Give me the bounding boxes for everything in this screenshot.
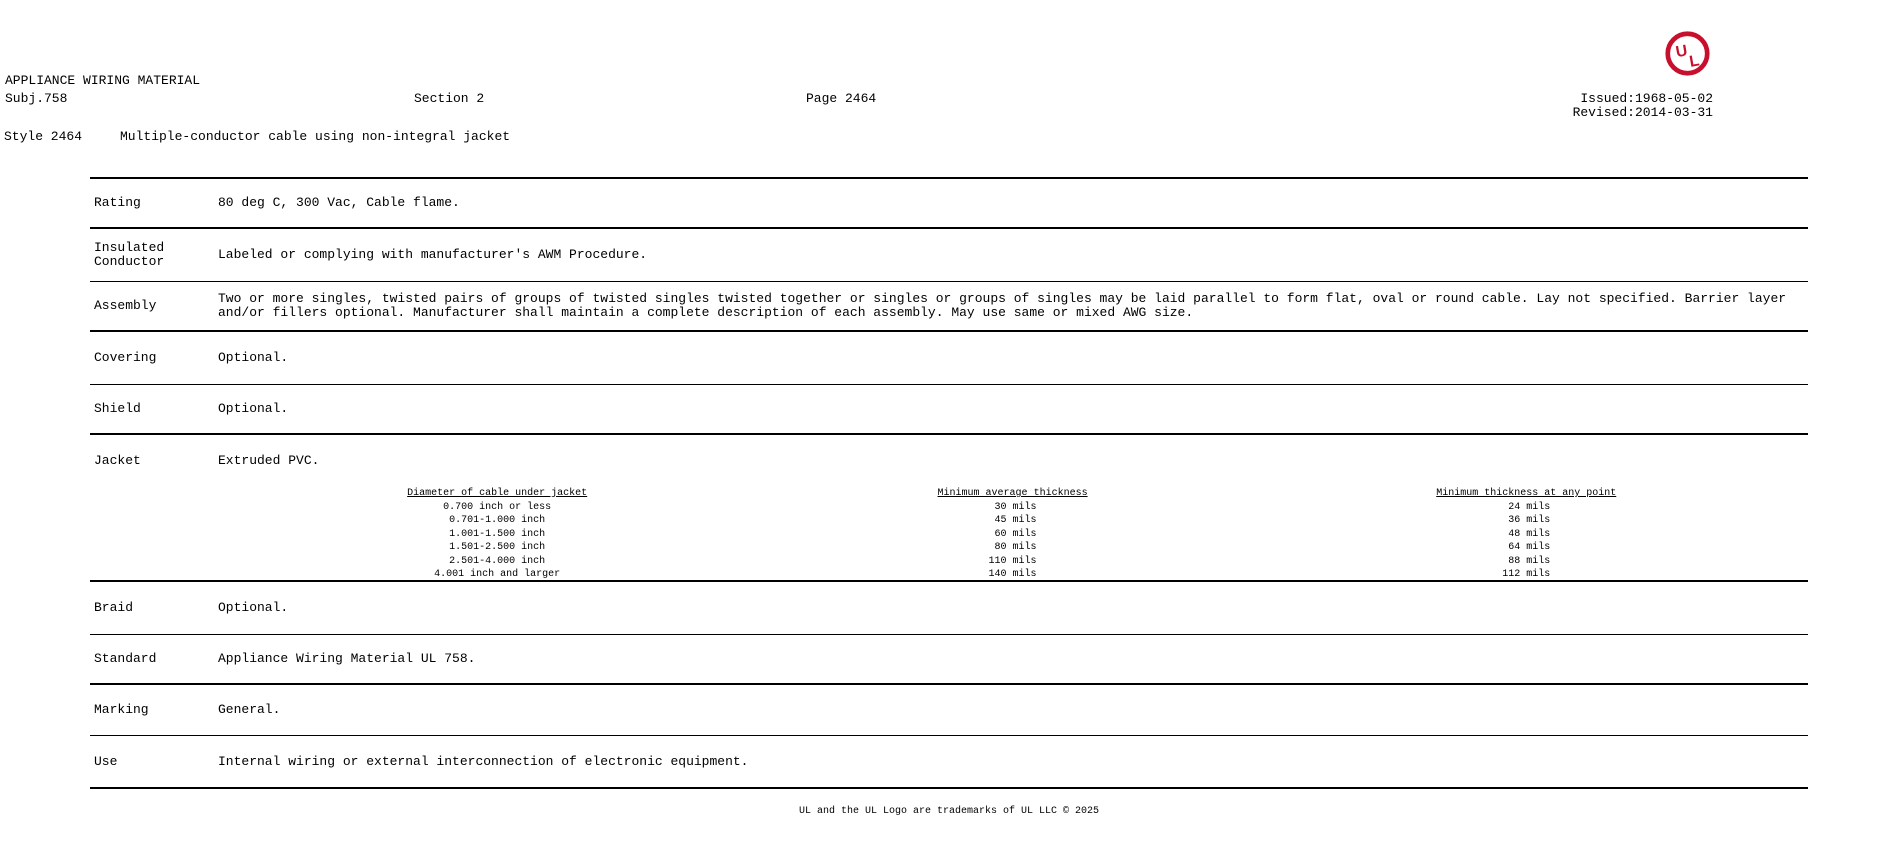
spec-row-rating	[90, 179, 1808, 229]
row-value: Appliance Wiring Material UL 758.	[218, 651, 476, 666]
row-label: Jacket	[94, 453, 141, 468]
style-number: Style 2464	[4, 129, 83, 144]
ul-logo-icon	[1664, 30, 1711, 77]
table-cell: 30 mils	[994, 501, 1037, 513]
table-cell: 2.501-4.000 inch	[449, 555, 546, 567]
ul-logo	[1664, 30, 1711, 77]
table-cell: 24 mils	[1508, 501, 1551, 513]
spec-row-braid	[90, 582, 1808, 635]
row-value: Internal wiring or external interconnection of electronic equipment.	[218, 753, 749, 769]
page-number: Page 2464	[806, 91, 877, 106]
row-label: Assembly	[94, 298, 157, 313]
footer-trademark: UL and the UL Logo are trademarks of UL LLC © 2025	[798, 806, 1100, 817]
row-label: Insulated Conductor	[94, 240, 165, 269]
ul-logo-letter-l: L	[1688, 52, 1701, 71]
table-cell: 112 mils	[1502, 569, 1551, 580]
spec-row-assembly	[90, 282, 1808, 332]
row-label: Standard	[94, 651, 157, 666]
row-label: Marking	[94, 702, 149, 717]
table-cell: 110 mils	[988, 555, 1037, 567]
row-label: Use	[94, 753, 118, 769]
column-values	[1502, 501, 1550, 582]
column-header: Diameter of cable under jacket	[407, 488, 588, 499]
table-cell: 140 mils	[988, 569, 1037, 580]
spec-row-insulated-conductor	[90, 229, 1808, 282]
table-cell: 0.701-1.000 inch	[449, 515, 546, 526]
spec-row-jacket	[90, 435, 1808, 582]
row-value: General.	[218, 702, 281, 717]
table-cell: 0.700 inch or less	[443, 501, 552, 513]
table-cell: 60 mils	[994, 528, 1037, 540]
section-label: Section 2	[414, 91, 485, 106]
row-label: Covering	[94, 350, 157, 365]
row-value: Optional.	[218, 350, 289, 365]
issued-date: Issued:1968-05-02	[1580, 91, 1713, 106]
ul-logo-letter-u: U	[1674, 42, 1689, 62]
column-header: Minimum thickness at any point	[1436, 488, 1617, 499]
table-cell: 1.501-2.500 inch	[449, 542, 546, 553]
table-cell: 80 mils	[994, 542, 1037, 553]
spec-row-standard	[90, 635, 1808, 685]
row-value: Two or more singles, twisted pairs of groups of twisted singles twisted together or singles or groups of singles may be laid parallel to form flat, oval or round cable. Lay not specified. Barrier layer and/or fillers optional. Manufacturer shall maintain a complete description of each assembly. May use same or mixed AWG size.	[218, 291, 1787, 320]
table-cell: 45 mils	[994, 515, 1037, 526]
revised-date: Revised:2014-03-31	[1572, 105, 1713, 120]
column-values	[989, 501, 1037, 582]
spec-table	[90, 177, 1808, 789]
spec-row-shield	[90, 385, 1808, 435]
diameter-column	[407, 487, 587, 582]
min-average-thickness-column	[938, 487, 1088, 582]
table-cell: 1.001-1.500 inch	[449, 528, 546, 540]
row-label: Rating	[94, 195, 141, 210]
table-cell: 36 mils	[1508, 515, 1551, 526]
row-value: Optional.	[218, 401, 289, 416]
spec-row-use	[90, 736, 1808, 789]
date-block	[1573, 92, 1713, 120]
row-value: 80 deg C, 300 Vac, Cable flame.	[218, 195, 460, 210]
row-value: Optional.	[218, 600, 289, 615]
table-cell: 4.001 inch and larger	[434, 569, 561, 580]
spec-row-covering	[90, 332, 1808, 385]
style-description: Multiple-conductor cable using non-integral jacket	[120, 129, 511, 144]
row-value: Extruded PVC.	[218, 453, 320, 468]
table-cell: 88 mils	[1508, 555, 1551, 567]
table-cell: 64 mils	[1508, 542, 1551, 553]
spec-row-marking	[90, 685, 1808, 736]
column-header: Minimum average thickness	[937, 488, 1088, 499]
table-cell: 48 mils	[1508, 528, 1551, 540]
doc-title: APPLIANCE WIRING MATERIAL	[5, 73, 201, 88]
row-label: Braid	[94, 600, 134, 615]
jacket-thickness-table	[90, 487, 1808, 582]
subject-number: Subj.758	[5, 91, 68, 106]
row-label: Shield	[94, 401, 141, 416]
row-value: Labeled or complying with manufacturer's AWM Procedure.	[218, 247, 648, 262]
min-thickness-any-point-column	[1436, 487, 1616, 582]
